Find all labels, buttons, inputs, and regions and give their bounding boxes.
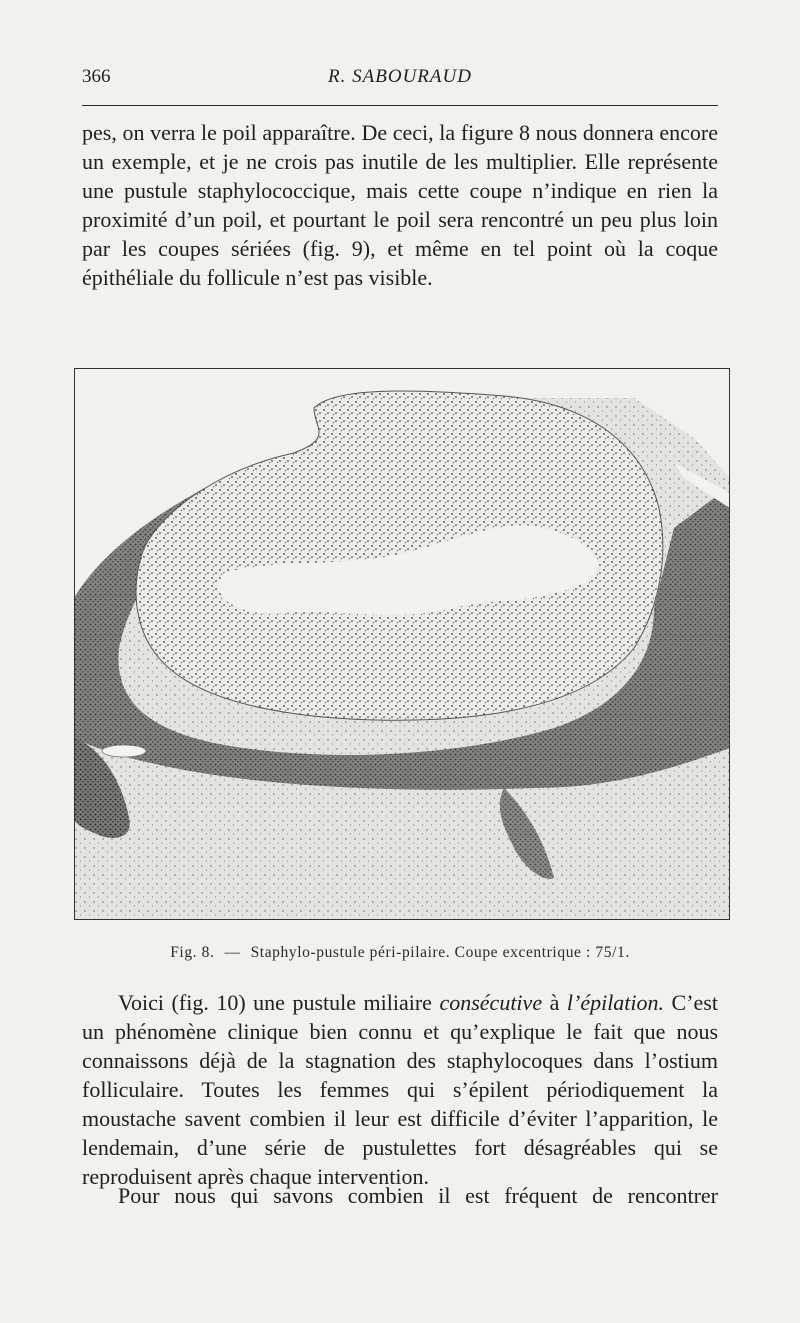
header-rule: [82, 105, 718, 106]
running-head: R. SABOURAUD: [328, 66, 472, 87]
caption-separator: —: [224, 944, 241, 961]
paragraph-2-italic-2: l’épilation.: [566, 990, 665, 1015]
paragraph-2-mid: à: [542, 990, 567, 1015]
paragraph-2-rest: C’est un phénomène clinique bien connu et qu’explique le fait que nous connaissons déjà de la stagnation des staphylocoques dans l’ostium folliculaire. Toutes les femmes qui s’épilent périodiquement la moustache savent combien il leur est difficile d’éviter l’apparition, le lendemain, d’une série de pustulettes fort désagréables qui se reproduisent après chaque intervention.: [82, 990, 718, 1189]
figure-label: Fig. 8.: [170, 944, 215, 961]
histology-figure: [74, 368, 730, 920]
paragraph-2-lead: Voici (fig. 10) une pustule miliaire: [118, 990, 440, 1015]
page-header: [82, 66, 718, 98]
caption-text: Staphylo-pustule péri-pilaire. Coupe excentrique : 75/1.: [250, 944, 630, 961]
paragraph-2-italic-1: consécutive: [439, 990, 543, 1015]
paragraph-1: pes, on verra le poil apparaître. De ceci, la figure 8 nous donnera encore un exemple, et je ne crois pas inutile de les multiplier. Elle représente une pustule staphylococcique, mais cette coupe n’indique en rien la proximité d’un poil, et pourtant le poil sera rencontré un peu plus loin par les coupes sériées (fig. 9), et même en tel point où la coque épithéliale du follicule n’est pas visible.: [82, 120, 718, 290]
figure-caption: [82, 944, 718, 962]
paragraph-2: [82, 988, 718, 1191]
paragraph-3: Pour nous qui savons combien il est fréquent de rencontrer: [118, 1183, 718, 1208]
page-number: 366: [82, 66, 111, 87]
